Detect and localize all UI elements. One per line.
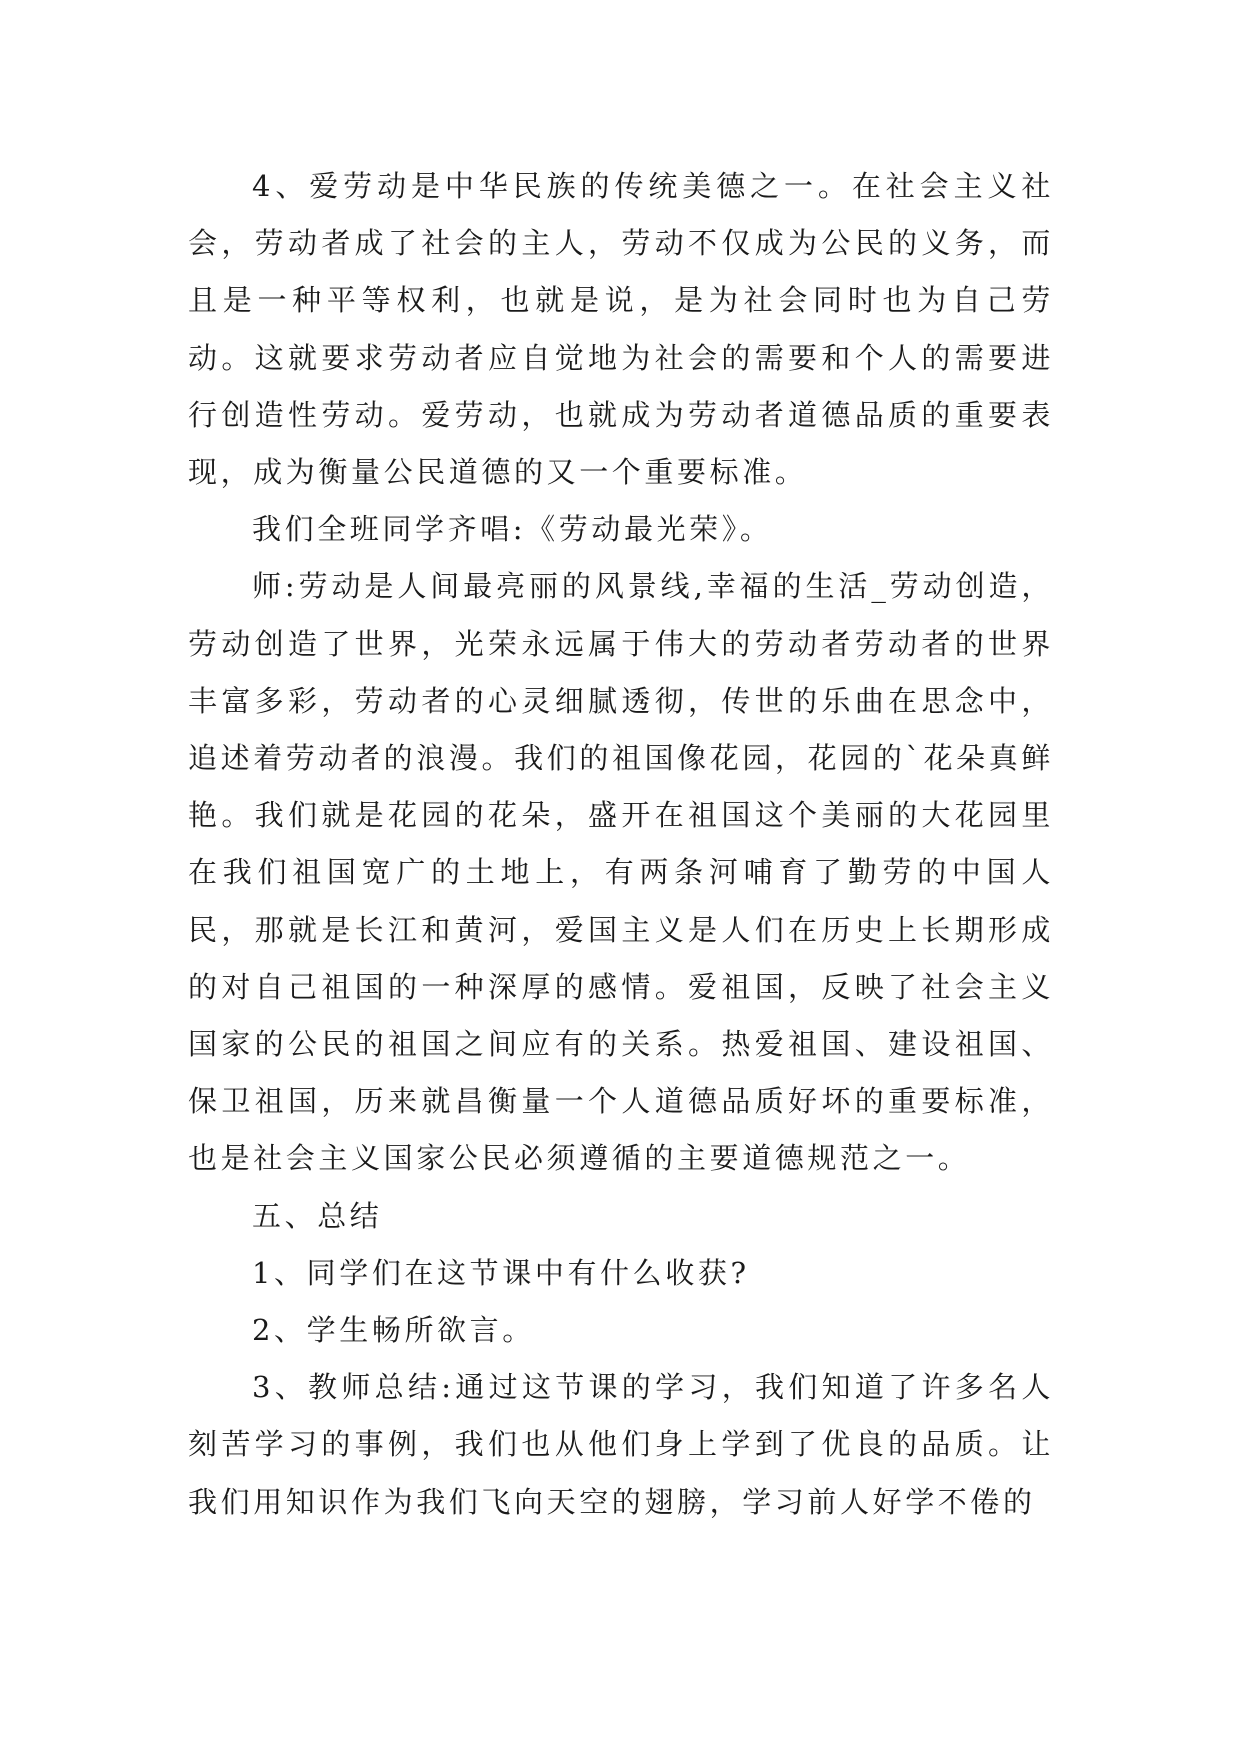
summary-item-2: 2、学生畅所欲言。	[252, 1313, 535, 1348]
paragraph-teacher-speech: 师:劳动是人间最亮丽的风景线,幸福的生活_劳动创造，劳动创造了世界，光荣永远属于伟大的劳动者劳动者的世界丰富多彩，劳动者的心灵细腻透彻，传世的乐曲在思念中，追述着劳动者的浪漫。我们的祖国像花园，花园的`花朵真鲜艳。我们就是花园的花朵，盛开在祖国这个美丽的大花园里在我们祖国宽广的土地上，有两条河哺育了勤劳的中国人民，那就是长江和黄河，爱国主义是人们在历史上长期形成的对自己祖国的一种深厚的感情。爱祖国，反映了社会主义国家的公民的祖国之间应有的关系。热爱祖国、建设祖国、保卫祖国，历来就昌衡量一个人道德品质好坏的重要标准，也是社会主义国家公民必须遵循的主要道德规范之一。	[188, 569, 1054, 1176]
paragraph-labor-virtue: 4、爱劳动是中华民族的传统美德之一。在社会主义社会，劳动者成了社会的主人，劳动不仅成为公民的义务，而且是一种平等权利，也就是说，是为社会同时也为自己劳动。这就要求劳动者应自觉地为社会的需要和个人的需要进行创造性劳动。爱劳动，也就成为劳动者道德品质的重要表现，成为衡量公民道德的又一个重要标准。	[188, 169, 1054, 490]
summary-item-1: 1、同学们在这节课中有什么收获?	[252, 1255, 750, 1290]
summary-item-3: 3、教师总结:通过这节课的学习，我们知道了许多名人刻苦学习的事例，我们也从他们身上学到了优良的品质。让我们用知识作为我们飞向天空的翅膀，学习前人好学不倦的	[188, 1370, 1054, 1519]
document-body	[188, 158, 1054, 1531]
section-heading-summary: 五、总结	[252, 1198, 383, 1233]
paragraph-class-song: 我们全班同学齐唱:《劳动最光荣》。	[252, 512, 773, 547]
